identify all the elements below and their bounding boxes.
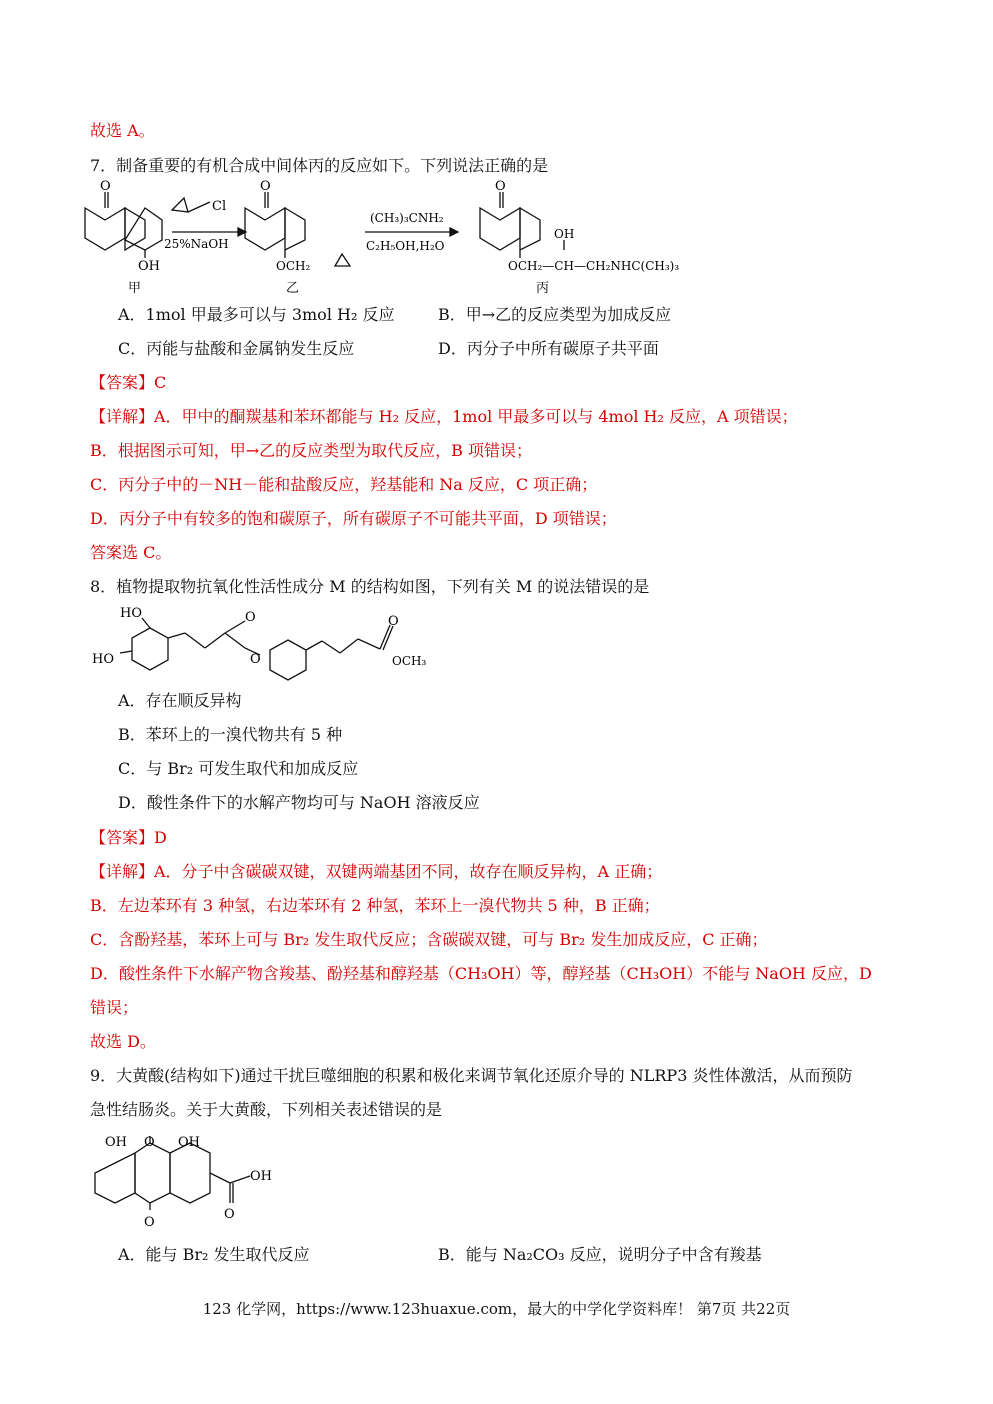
q7-bing-oh: OH — [554, 227, 575, 241]
q9-structure — [90, 1128, 290, 1238]
q8-detail-line: C．含酚羟基，苯环上可与 Br₂ 发生取代反应；含碳碳双键，可与 Br₂ 发生加成反应，C 正确； — [90, 930, 768, 949]
q7-jia-o: O — [100, 180, 111, 194]
q9-option-b: B．能与 Na₂CO₃ 反应，说明分子中含有羧基 — [438, 1245, 762, 1264]
q8-detail-line: D．酸性条件下水解产物含羧基、酚羟基和醇羟基（CH₃OH）等，醇羟基（CH₃OH）不能与 NaOH 反应，D — [90, 964, 872, 983]
q8-detail-line: 错误； — [90, 998, 139, 1017]
q7-detail-line: B．根据图示可知，甲→乙的反应类型为取代反应，B 项错误； — [90, 441, 533, 460]
q7-yi-label: 乙 — [286, 281, 300, 296]
q9-oh1: OH — [105, 1135, 127, 1150]
q7-reagent1-top: Cl — [212, 199, 227, 214]
q8-o-mid: O — [250, 652, 261, 667]
q7-conclusion: 答案选 C。 — [90, 543, 172, 562]
q9-option-a: A．能与 Br₂ 发生取代反应 — [118, 1245, 310, 1264]
q8-detail-line: B．左边苯环有 3 种氢，右边苯环有 2 种氢，苯环上一溴代物共 5 种，B 正确； — [90, 896, 660, 915]
q7-detail-line: D．丙分子中有较多的饱和碳原子，所有碳原子不可能共平面，D 项错误； — [90, 509, 617, 528]
q7-detail-line: 【详解】A．甲中的酮羰基和苯环都能与 H₂ 反应，1mol 甲最多可以与 4mol H₂ 反应，A 项错误； — [90, 407, 798, 426]
q7-stem: 7．制备重要的有机合成中间体丙的反应如下。下列说法正确的是 — [90, 156, 549, 175]
q8-conclusion: 故选 D。 — [90, 1032, 156, 1051]
q9-oh2: OH — [178, 1135, 200, 1150]
q8-ho-top: HO — [120, 606, 142, 621]
q9-o-top: O — [144, 1135, 155, 1150]
q7-yi-sub: OCH₂ — [276, 259, 311, 273]
q7-answer: 【答案】C — [90, 373, 167, 392]
q9-stem-line1: 9．大黄酸(结构如下)通过干扰巨噬细胞的积累和极化来调节氧化还原介导的 NLRP3 炎性体激活，从而预防 — [90, 1066, 853, 1085]
q8-option-a: A．存在顺反异构 — [118, 691, 242, 710]
q7-option-b: B．甲→乙的反应类型为加成反应 — [438, 305, 672, 324]
q7-jia-label: 甲 — [128, 281, 142, 296]
q7-jia-oh: OH — [138, 259, 160, 274]
q9-cooh-o: O — [224, 1207, 235, 1222]
q7-option-a: A．1mol 甲最多可以与 3mol H₂ 反应 — [118, 305, 395, 324]
q7-bing-chain: OCH₂—CH—CH₂NHC(CH₃)₃ — [508, 259, 680, 273]
q7-reagent2-bottom: C₂H₅OH,H₂O — [366, 239, 445, 253]
q8-answer: 【答案】D — [90, 828, 167, 847]
q7-bing-o: O — [495, 180, 506, 194]
q7-reagent2-top: (CH₃)₃CNH₂ — [370, 211, 444, 225]
q8-structure — [90, 603, 440, 683]
q8-o-carbonyl1: O — [245, 610, 256, 625]
q7-reaction-scheme — [80, 180, 720, 300]
q8-option-c: C．与 Br₂ 可发生取代和加成反应 — [118, 759, 359, 778]
q9-o-bottom: O — [144, 1215, 155, 1230]
q7-reagent1-bottom: 25%NaOH — [164, 237, 229, 251]
q7-option-c: C．丙能与盐酸和金属钠发生反应 — [118, 339, 355, 358]
q7-detail-line: C．丙分子中的－NH－能和盐酸反应，羟基能和 Na 反应，C 项正确； — [90, 475, 598, 494]
q7-yi-o: O — [260, 180, 271, 194]
q9-cooh-oh: OH — [250, 1169, 272, 1184]
q6-conclusion: 故选 A。 — [90, 121, 155, 140]
q7-option-d: D．丙分子中所有碳原子共平面 — [438, 339, 659, 358]
q8-option-b: B．苯环上的一溴代物共有 5 种 — [118, 725, 343, 744]
q9-stem-line2: 急性结肠炎。关于大黄酸，下列相关表述错误的是 — [90, 1100, 443, 1119]
page-footer: 123 化学网，https://www.123huaxue.com，最大的中学化学资料库！ 第7页 共22页 — [202, 1300, 791, 1318]
q8-ho-left: HO — [92, 652, 114, 667]
q8-detail-line: 【详解】A．分子中含碳碳双键，双键两端基团不同，故存在顺反异构，A 正确； — [90, 862, 663, 881]
q8-option-d: D．酸性条件下的水解产物均可与 NaOH 溶液反应 — [118, 793, 480, 812]
q7-bing-label: 丙 — [536, 281, 550, 296]
q8-stem: 8．植物提取物抗氧化性活性成分 M 的结构如图，下列有关 M 的说法错误的是 — [90, 577, 650, 596]
q8-o-carbonyl2: O — [388, 614, 399, 629]
q8-och3: OCH₃ — [392, 654, 427, 668]
